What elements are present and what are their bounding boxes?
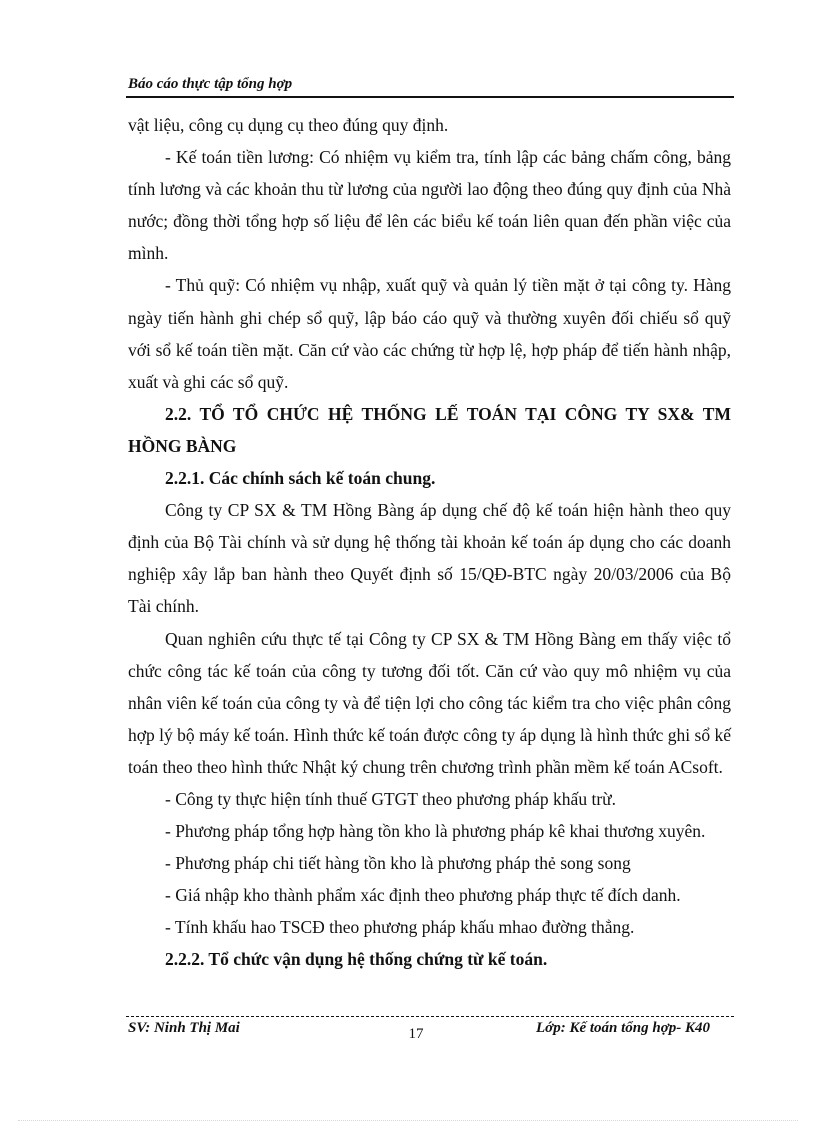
list-item-depreciation: - Tính khấu hao TSCĐ theo phương pháp khấu mhao đường thẳng. — [165, 917, 635, 938]
list-item-vat: - Công ty thực hiện tính thuế GTGT theo phương pháp khấu trừ. — [165, 788, 617, 809]
paragraph-accounting-regime: Công ty CP SX & TM Hồng Bàng áp dụng chế độ kế toán hiện hành theo quy định của Bộ Tài chính và sử dụng hệ thống tài khoản kế toán áp dụng cho các doanh nghiệp xây lắp ban hành theo Quyết định số 15/QĐ-BTC ngày 20/03/2006 của Bộ Tài chính. — [128, 500, 731, 617]
list-item-inventory-detail: - Phương pháp chi tiết hàng tồn kho là phương pháp thẻ song song — [165, 853, 631, 874]
page-number: 17 — [408, 1026, 424, 1042]
paragraph-materials: vật liệu, công cụ dụng cụ theo đúng quy định. — [128, 115, 449, 135]
running-header: Báo cáo thực tập tổng hợp — [128, 76, 293, 92]
section-heading-2-2-2: 2.2.2. Tổ chức vận dụng hệ thống chứng từ kế toán. — [165, 949, 548, 970]
section-heading-2-2: 2.2. TỔ TỔ CHỨC HỆ THỐNG LẾ TOÁN TẠI CÔNG TY SX& TM HỒNG BÀNG — [128, 403, 731, 456]
footer-class-name: Lớp: Kế toán tổng hợp- K40 — [536, 1020, 711, 1036]
paragraph-cashier: - Thủ quỹ: Có nhiệm vụ nhập, xuất quỹ và quản lý tiền mặt ở tại công ty. Hàng ngày tiến hành ghi chép sổ quỹ, lập báo cáo quỹ và thường xuyên đối chiếu sổ quỹ với sổ kế toán tiền mặt. Căn cứ vào các chứng từ hợp lệ, hợp pháp để tiến hành nhập, xuất và ghi các sổ quỹ. — [128, 275, 731, 392]
list-item-inventory-method: - Phương pháp tổng hợp hàng tồn kho là phương pháp kê khai thương xuyên. — [165, 821, 706, 842]
section-heading-2-2-1: 2.2.1. Các chính sách kế toán chung. — [165, 468, 436, 489]
body-text — [128, 109, 731, 976]
list-item-finished-goods: - Giá nhập kho thành phẩm xác định theo phương pháp thực tế đích danh. — [165, 885, 681, 906]
page-bottom-edge — [18, 1120, 798, 1121]
footer-rule — [126, 1016, 734, 1017]
paragraph-organization: Quan nghiên cứu thực tế tại Công ty CP SX & TM Hồng Bàng em thấy việc tổ chức công tác kế toán của công ty tương đối tốt. Căn cứ vào quy mô nhiệm vụ của nhân viên kế toán của công ty và để tiện lợi cho công tác kiểm tra cho việc phân công hợp lý bộ máy kế toán. Hình thức kế toán được công ty áp dụng là hình thức ghi sổ kế toán theo theo hình thức Nhật ký chung trên chương trình phần mềm kế toán ACsoft. — [128, 628, 731, 777]
paragraph-payroll-accountant: - Kế toán tiền lương: Có nhiệm vụ kiểm tra, tính lập các bảng chấm công, bảng tính lương và các khoản thu từ lương của người lao động theo đúng quy định của Nhà nước; đồng thời tổng hợp số liệu để lên các biểu kế toán liên quan đến phần việc của mình. — [128, 147, 731, 264]
header-rule — [126, 96, 734, 98]
footer-student-name: SV: Ninh Thị Mai — [128, 1020, 240, 1036]
